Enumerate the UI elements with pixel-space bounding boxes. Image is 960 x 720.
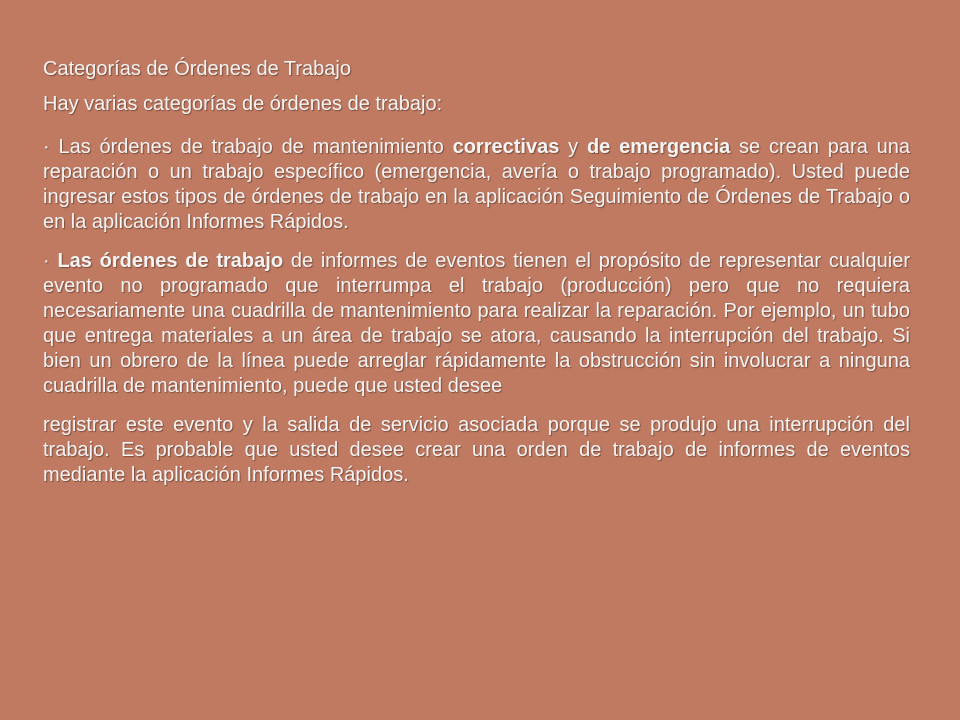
paragraph-register-event: registrar este evento y la salida de servicio asociada porque se produjo una interrupción del trabajo. Es probable que usted desee crear una orden de trabajo de informes de eventos mediante la aplicación Informes Rápidos. [43,414,910,486]
paragraph2-bullet: · [43,250,58,272]
paragraph-event-reports [43,249,910,399]
slide-content [43,57,910,502]
paragraph1-text-2: y [559,136,587,158]
bold-term-ordenes-de-trabajo: Las órdenes de trabajo [57,250,284,272]
slide-title: Categorías de Órdenes de Trabajo [43,58,351,80]
bold-term-correctivas: correctivas [452,136,560,158]
intro-text: Hay varias categorías de órdenes de trabajo: [43,93,443,115]
paragraph2-text-1: de informes de eventos tienen el propósito de representar cualquier evento no programado que interrumpa el trabajo (producción) pero que no requiera necesariamente una cuadrilla de mantenimiento para realizar la reparación. Por ejemplo, un tubo que entrega materiales a un área de trabajo se atora, causando la interrupción del trabajo. Si bien un obrero de la línea puede arreglar rápidamente la obstrucción sin involucrar a ninguna cuadrilla de mantenimiento, puede que usted desee [43,250,910,397]
paragraph1-text-1: · Las órdenes de trabajo de mantenimiento [43,136,453,158]
paragraph-corrective-emergency [43,135,910,235]
paragraph1-text-3: se crean para una reparación o un trabajo específico (emergencia, avería o trabajo programado). Usted puede ingresar estos tipos de órdenes de trabajo en la aplicación Seguimiento de Órdenes de Trabajo o en la aplicación Informes Rápidos. [43,136,910,233]
bold-term-emergencia: de emergencia [586,136,731,158]
